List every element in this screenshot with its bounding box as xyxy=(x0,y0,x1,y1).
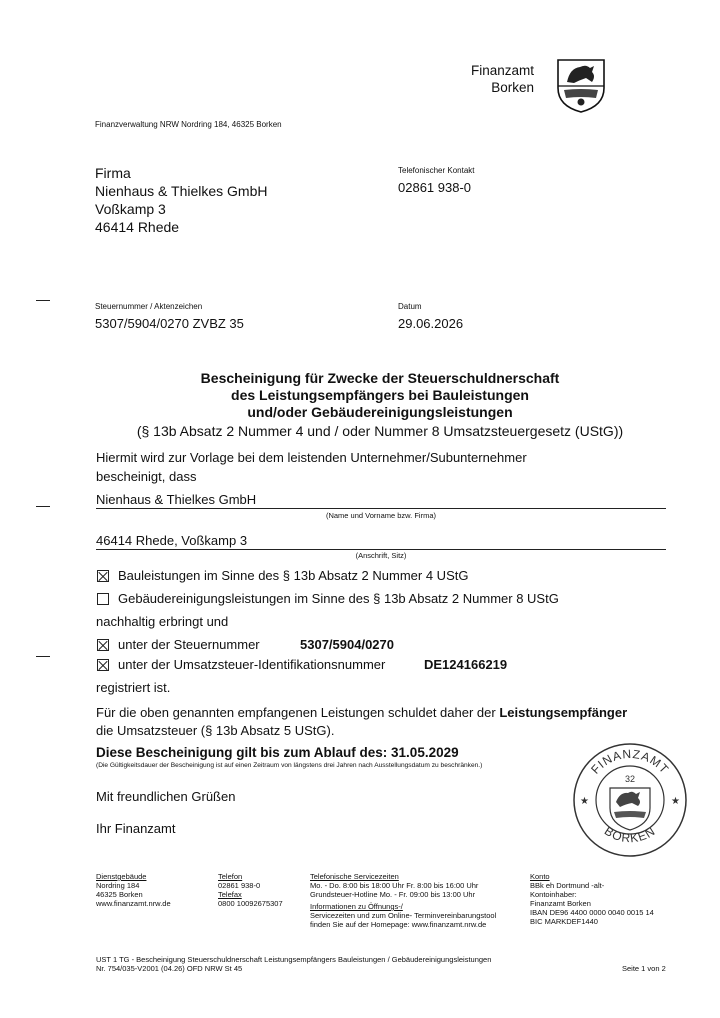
vat-id-value: DE124166219 xyxy=(424,657,508,672)
name-field-caption: (Name und Vorname bzw. Firma) xyxy=(325,511,437,520)
address-field-caption: (Anschrift, Sitz) xyxy=(355,551,407,560)
liability-bold: Leistungsempfänger xyxy=(499,705,628,720)
stamp-top-text: FINANZAMT xyxy=(588,746,672,777)
closing-greeting: Mit freundlichen Grüßen xyxy=(96,789,236,804)
form-identifier xyxy=(96,955,491,973)
sustainable-text: nachhaltig erbringt und xyxy=(96,614,229,629)
nrw-coat-of-arms-icon xyxy=(556,58,606,114)
footer-account-line: Finanzamt Borken xyxy=(530,899,591,908)
address-field-value: 46414 Rhede, Voßkamp 3 xyxy=(96,533,248,548)
footer-phone xyxy=(218,872,283,908)
reference-value: 5307/5904/0270 ZVBZ 35 xyxy=(95,316,244,331)
title-line1: Bescheinigung für Zwecke der Steuerschuldnerschaft xyxy=(200,370,560,386)
footer-building-title: Dienstgebäude xyxy=(96,872,147,881)
footer-service-title: Telefonische Servicezeiten xyxy=(310,872,399,881)
validity-main: Diese Bescheinigung gilt bis zum Ablauf des: 31.05.2029 xyxy=(96,745,459,760)
liability-pre: Für die oben genannten empfangenen Leistungen schuldet daher der xyxy=(96,705,500,720)
sender-line: Finanzverwaltung NRW Nordring 184, 46325 Borken xyxy=(95,120,282,129)
footer-service-line: Grundsteuer-Hotline Mo. - Fr. 09:00 bis 13:00 Uhr xyxy=(310,890,476,899)
footer-phone-title: Telefon xyxy=(218,872,243,881)
recipient-line4: 46414 Rhede xyxy=(95,219,180,235)
title-line4: (§ 13b Absatz 2 Nummer 4 und / oder Nummer 8 Umsatzsteuergesetz (UStG)) xyxy=(136,423,624,439)
footer-info-line: finden Sie auf der Homepage: www.finanzamt.nrw.de xyxy=(310,920,487,929)
footer-building-line: 46325 Borken xyxy=(96,890,143,899)
name-field-line xyxy=(96,508,666,509)
footer-phone-value: 02861 938-0 xyxy=(218,881,261,890)
contact-value: 02861 938-0 xyxy=(398,180,472,195)
footer-account xyxy=(530,872,654,926)
recipient-line2: Nienhaus & Thielkes GmbH xyxy=(95,183,268,199)
tax-number-label: unter der Steuernummer xyxy=(118,637,260,652)
gebaeudereinigung-checkbox[interactable] xyxy=(97,593,109,605)
validity-note: (Die Gültigkeitsdauer der Bescheinigung ist auf einen Zeitraum von längstens drei Jahren nach Ausstellungsdatum zu beschränken.) xyxy=(96,762,483,769)
intro-line2: bescheinigt, dass xyxy=(96,469,197,484)
name-field-value: Nienhaus & Thielkes GmbH xyxy=(96,492,257,507)
closing-signature: Ihr Finanzamt xyxy=(96,821,176,836)
footer-account-line: BBk eh Dortmund -alt- xyxy=(530,881,605,890)
bauleistungen-checkbox[interactable] xyxy=(97,570,109,582)
stamp-star-icon: ★ xyxy=(580,796,589,807)
footer-account-line: Kontoinhaber: xyxy=(530,890,577,899)
date-value: 29.06.2026 xyxy=(398,316,464,331)
footer-service-line: Mo. - Do. 8:00 bis 18:00 Uhr Fr. 8:00 bis 16:00 Uhr xyxy=(310,881,479,890)
recipient-line3: Voßkamp 3 xyxy=(95,201,166,217)
footer-building-link[interactable]: www.finanzamt.nrw.de xyxy=(96,899,171,908)
intro-line1: Hiermit wird zur Vorlage bei dem leistenden Unternehmer/Subunternehmer xyxy=(96,450,527,465)
stamp-star-icon: ★ xyxy=(671,796,680,807)
address-field-line xyxy=(96,549,666,550)
title-line3: und/oder Gebäudereinigungsleistungen xyxy=(247,404,513,420)
intro-text xyxy=(96,448,527,486)
footer-account-line: BIC MARKDEF1440 xyxy=(530,917,598,926)
footer-fax-value: 0800 10092675307 xyxy=(218,899,283,908)
footer-account-title: Konto xyxy=(530,872,550,881)
form-id-line1: UST 1 TG - Bescheinigung Steuerschuldnerschaft Leistungsempfängers Bauleistungen / Gebäudereinigungsleistungen xyxy=(96,955,492,964)
footer-info-line: Servicezeiten und zum Online- Terminvereinbarungstool xyxy=(310,911,497,920)
tax-number-checkbox[interactable] xyxy=(97,639,109,651)
footer-building-line: Nordring 184 xyxy=(96,881,140,890)
footer-fax-title: Telefax xyxy=(218,890,242,899)
footer-service xyxy=(310,872,496,929)
fold-mark xyxy=(36,656,50,657)
recipient-line1: Firma xyxy=(95,165,131,181)
footer-account-line: IBAN DE96 4400 0000 0040 0015 14 xyxy=(530,908,654,917)
contact-label: Telefonischer Kontakt xyxy=(398,166,475,175)
recipient-address xyxy=(95,164,267,236)
footer-info-title: Informationen zu Öffnungs-/ xyxy=(310,902,403,911)
registered-text: registriert ist. xyxy=(96,680,171,695)
office-line1: Finanzamt xyxy=(470,63,534,78)
document-title xyxy=(90,370,670,440)
bauleistungen-label: Bauleistungen im Sinne des § 13b Absatz 2 Nummer 4 UStG xyxy=(118,568,469,583)
svg-text:FINANZAMT xyxy=(588,747,672,777)
tax-number-value: 5307/5904/0270 xyxy=(300,637,394,652)
reference-label: Steuernummer / Aktenzeichen xyxy=(95,302,203,311)
vat-id-label: unter der Umsatzsteuer-Identifikationsnummer xyxy=(118,657,386,672)
footer-building xyxy=(96,872,171,908)
title-line2: des Leistungsempfängers bei Bauleistungen xyxy=(231,387,529,403)
gebaeudereinigung-label: Gebäudereinigungsleistungen im Sinne des § 13b Absatz 2 Nummer 8 UStG xyxy=(118,591,559,606)
page-number: Seite 1 von 2 xyxy=(622,964,666,973)
liability-line2: die Umsatzsteuer (§ 13b Absatz 5 UStG). xyxy=(96,723,335,738)
stamp-number: 32 xyxy=(624,774,636,784)
date-label: Datum xyxy=(398,302,422,311)
fold-mark xyxy=(36,300,50,301)
stamp-bottom-text: BORKEN xyxy=(601,823,659,846)
office-name xyxy=(430,62,534,96)
form-id-line2: Nr. 754/035-V2001 (04.26) OFD NRW St 45 xyxy=(96,964,243,973)
office-line2: Borken xyxy=(491,80,534,95)
vat-id-checkbox[interactable] xyxy=(97,659,109,671)
fold-mark xyxy=(36,506,50,507)
svg-text:BORKEN xyxy=(602,824,658,846)
official-stamp xyxy=(570,738,690,858)
liability-text xyxy=(96,704,686,740)
